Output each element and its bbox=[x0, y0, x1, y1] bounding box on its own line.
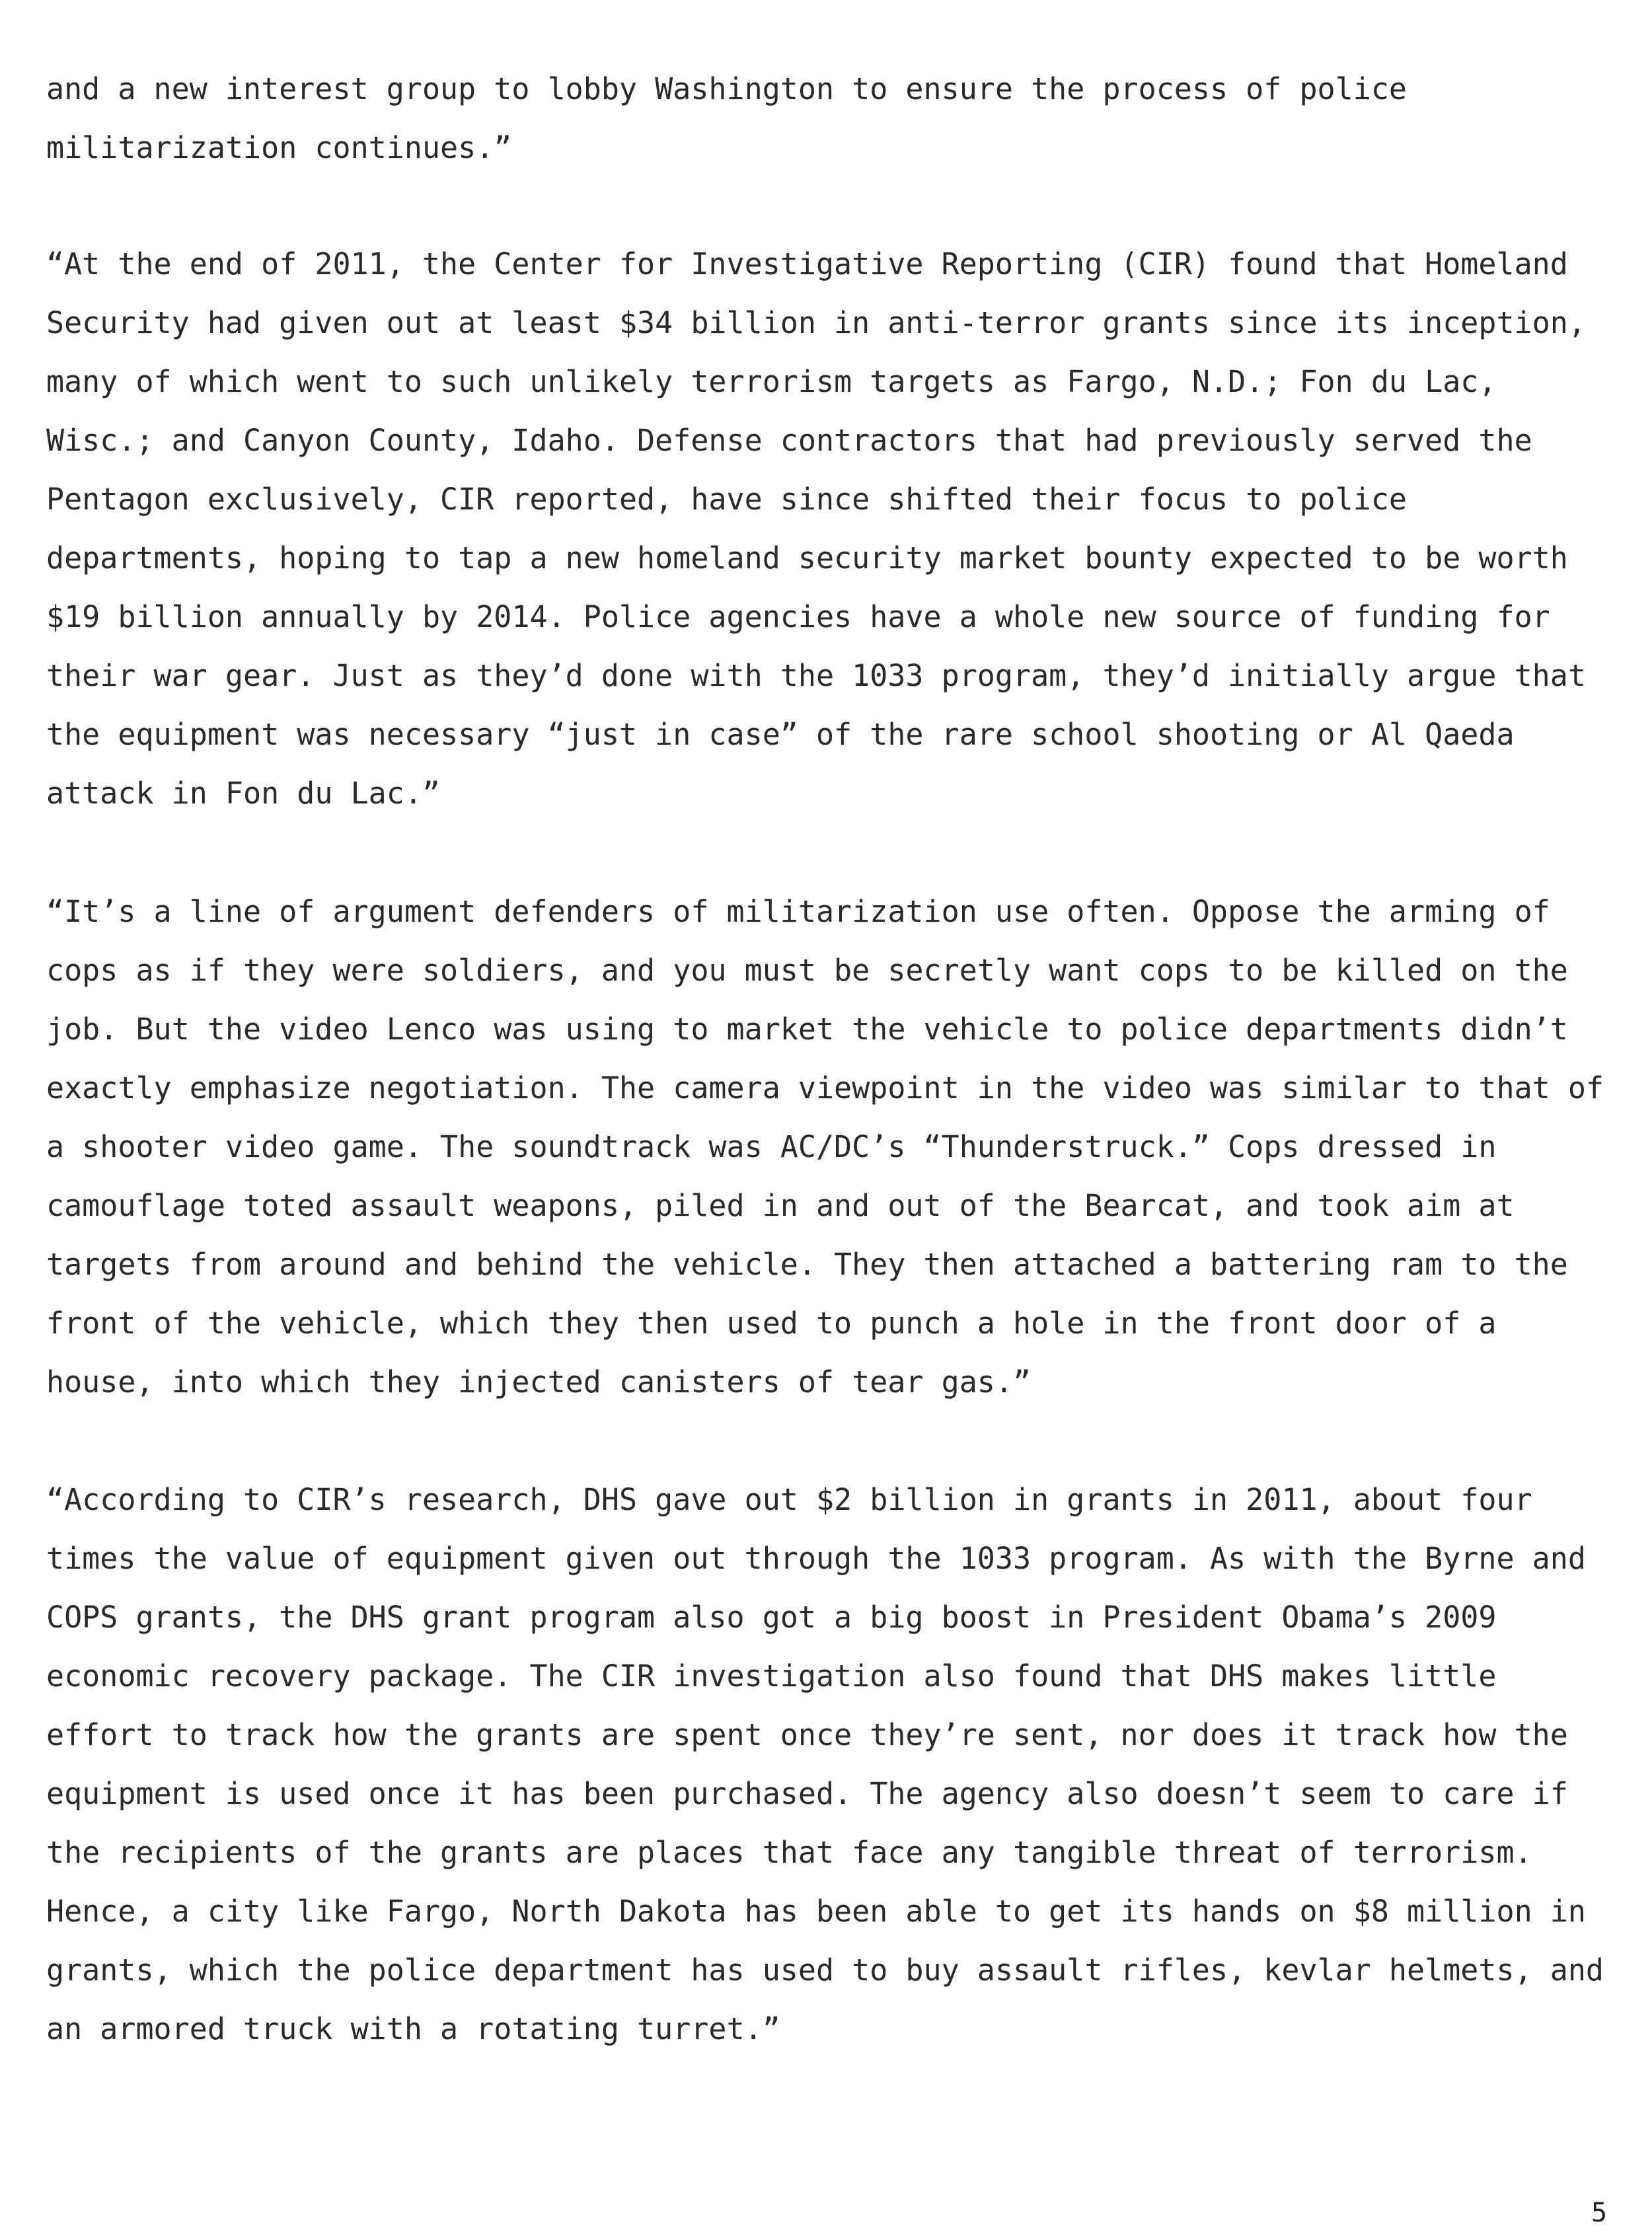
text-line: equipment is used once it has been purchased. The agency also doesn’t seem to care if bbox=[46, 1776, 1568, 1811]
text-line: and a new interest group to lobby Washington to ensure the process of police bbox=[46, 71, 1408, 106]
text-line: the recipients of the grants are places that face any tangible threat of terrorism. bbox=[46, 1835, 1532, 1870]
paragraph-4 bbox=[46, 1470, 1619, 2058]
paragraph-1 bbox=[46, 59, 1619, 177]
text-line: Security had given out at least $34 billion in anti-terror grants since its inception, bbox=[46, 305, 1586, 340]
text-line: Pentagon exclusively, CIR reported, have since shifted their focus to police bbox=[46, 482, 1408, 517]
text-line: job. But the video Lenco was using to market the vehicle to police departments didn’t bbox=[46, 1012, 1568, 1047]
text-line: camouflage toted assault weapons, piled in and out of the Bearcat, and took aim at bbox=[46, 1188, 1515, 1223]
text-line: targets from around and behind the vehicle. They then attached a battering ram to the bbox=[46, 1247, 1568, 1282]
text-line: an armored truck with a rotating turret.” bbox=[46, 2011, 780, 2046]
text-line: effort to track how the grants are spent once they’re sent, nor does it track how the bbox=[46, 1717, 1568, 1752]
text-line: attack in Fon du Lac.” bbox=[46, 776, 441, 811]
text-line: grants, which the police department has used to buy assault rifles, kevlar helmets, and bbox=[46, 1953, 1604, 1988]
text-line: “It’s a line of argument defenders of militarization use often. Oppose the arming of bbox=[46, 894, 1550, 929]
text-line: cops as if they were soldiers, and you must be secretly want cops to be killed on the bbox=[46, 953, 1568, 988]
paragraph-3 bbox=[46, 882, 1619, 1411]
text-line: times the value of equipment given out through the 1033 program. As with the Byrne and bbox=[46, 1541, 1586, 1576]
text-line: departments, hoping to tap a new homeland security market bounty expected to be worth bbox=[46, 541, 1568, 576]
text-line: economic recovery package. The CIR investigation also found that DHS makes little bbox=[46, 1659, 1497, 1694]
page-number: 5 bbox=[1591, 2198, 1608, 2228]
text-line: house, into which they injected canisters of tear gas.” bbox=[46, 1364, 1032, 1400]
text-line: $19 billion annually by 2014. Police agencies have a whole new source of funding for bbox=[46, 599, 1550, 634]
paragraph-2 bbox=[46, 235, 1619, 823]
text-line: a shooter video game. The soundtrack was AC/DC’s “Thunderstruck.” Cops dressed in bbox=[46, 1129, 1497, 1164]
text-line: “At the end of 2011, the Center for Investigative Reporting (CIR) found that Homeland bbox=[46, 246, 1568, 281]
text-line: front of the vehicle, which they then used to punch a hole in the front door of a bbox=[46, 1306, 1497, 1341]
text-line: Hence, a city like Fargo, North Dakota has been able to get its hands on $8 million in bbox=[46, 1894, 1586, 1929]
text-line: militarization continues.” bbox=[46, 130, 512, 165]
text-line: COPS grants, the DHS grant program also got a big boost in President Obama’s 2009 bbox=[46, 1600, 1497, 1635]
text-line: many of which went to such unlikely terrorism targets as Fargo, N.D.; Fon du Lac, bbox=[46, 364, 1497, 399]
text-line: Wisc.; and Canyon County, Idaho. Defense contractors that had previously served the bbox=[46, 423, 1532, 458]
text-line: “According to CIR’s research, DHS gave out $2 billion in grants in 2011, about four bbox=[46, 1482, 1532, 1517]
text-line: their war gear. Just as they’d done with the 1033 program, they’d initially argue that bbox=[46, 658, 1586, 693]
text-line: the equipment was necessary “just in case” of the rare school shooting or Al Qaeda bbox=[46, 717, 1515, 752]
text-line: exactly emphasize negotiation. The camera viewpoint in the video was similar to that of bbox=[46, 1070, 1604, 1105]
